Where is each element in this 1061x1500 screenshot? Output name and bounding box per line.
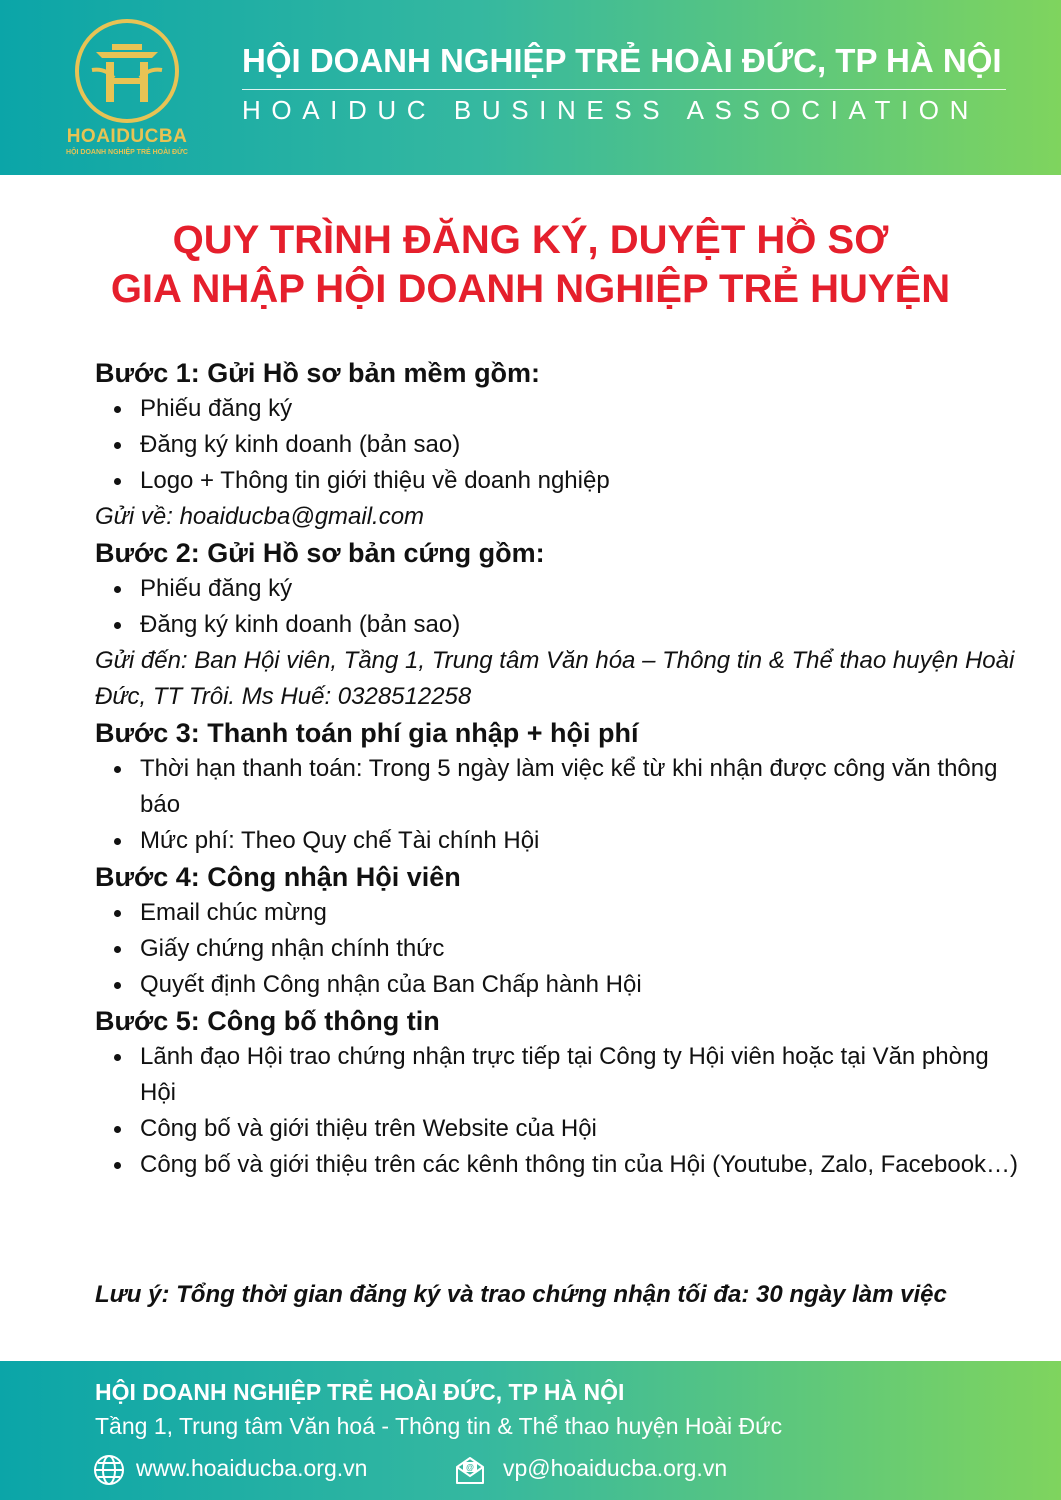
association-logo xyxy=(52,18,202,163)
list-item: Quyết định Công nhận của Ban Chấp hành Hội xyxy=(95,967,1025,1003)
list-item: Thời hạn thanh toán: Trong 5 ngày làm việc kể từ khi nhận được công văn thông báo xyxy=(95,751,1025,823)
footer-website-link[interactable]: www.hoaiducba.org.vn xyxy=(136,1455,368,1481)
header-subtitle: HOAIDUC BUSINESS ASSOCIATION xyxy=(242,95,979,125)
step-2 xyxy=(95,535,1025,715)
logo-tagline: HỘI DOANH NGHIỆP TRẺ HOÀI ĐỨC xyxy=(66,149,188,156)
page-footer xyxy=(0,1361,1061,1500)
list-item: Đăng ký kinh doanh (bản sao) xyxy=(95,607,1025,643)
step-items xyxy=(95,391,1025,499)
footer-title: HỘI DOANH NGHIỆP TRẺ HOÀI ĐỨC, TP HÀ NỘI xyxy=(95,1379,625,1405)
document-title xyxy=(0,216,1061,314)
svg-text:@: @ xyxy=(466,1463,474,1472)
list-item: Đăng ký kinh doanh (bản sao) xyxy=(95,427,1025,463)
list-item: Giấy chứng nhận chính thức xyxy=(95,931,1025,967)
list-item: Logo + Thông tin giới thiệu về doanh nghiệp xyxy=(95,463,1025,499)
step-note: Gửi đến: Ban Hội viên, Tầng 1, Trung tâm Văn hóa – Thông tin & Thể thao huyện Hoài Đức, TT Trôi. Ms Huế: 0328512258 xyxy=(95,647,1015,710)
step-items xyxy=(95,751,1025,859)
step-3 xyxy=(95,715,1025,859)
step-title: Bước 3: Thanh toán phí gia nhập + hội phí xyxy=(95,718,639,748)
header-title: HỘI DOANH NGHIỆP TRẺ HOÀI ĐỨC, TP HÀ NỘI xyxy=(242,42,1002,79)
list-item: Mức phí: Theo Quy chế Tài chính Hội xyxy=(95,823,1025,859)
step-4 xyxy=(95,859,1025,1003)
list-item: Phiếu đăng ký xyxy=(95,571,1025,607)
step-items xyxy=(95,1039,1025,1183)
step-items xyxy=(95,571,1025,643)
globe-icon xyxy=(93,1454,125,1486)
list-item: Lãnh đạo Hội trao chứng nhận trực tiếp tại Công ty Hội viên hoặc tại Văn phòng Hội xyxy=(95,1039,1025,1111)
step-1 xyxy=(95,355,1025,535)
header-divider xyxy=(242,89,1006,90)
footer-address: Tầng 1, Trung tâm Văn hoá - Thông tin & Thể thao huyện Hoài Đức xyxy=(95,1413,783,1439)
logo-emblem-icon xyxy=(74,18,180,124)
final-note: Lưu ý: Tổng thời gian đăng ký và trao chứng nhận tối đa: 30 ngày làm việc xyxy=(95,1281,947,1308)
document-title-line-1: QUY TRÌNH ĐĂNG KÝ, DUYỆT HỒ SƠ xyxy=(172,218,889,262)
logo-brand-text: HOAIDUCBA xyxy=(66,126,188,147)
list-item: Phiếu đăng ký xyxy=(95,391,1025,427)
step-items xyxy=(95,895,1025,1003)
list-item: Email chúc mừng xyxy=(95,895,1025,931)
step-title: Bước 2: Gửi Hồ sơ bản cứng gồm: xyxy=(95,538,545,568)
page-header xyxy=(0,0,1061,175)
document-title-line-2: GIA NHẬP HỘI DOANH NGHIỆP TRẺ HUYỆN xyxy=(110,267,951,311)
step-note: Gửi về: hoaiducba@gmail.com xyxy=(95,503,425,530)
step-title: Bước 5: Công bố thông tin xyxy=(95,1006,440,1036)
mail-icon xyxy=(454,1454,486,1486)
step-title: Bước 1: Gửi Hồ sơ bản mềm gồm: xyxy=(95,358,541,388)
list-item: Công bố và giới thiệu trên Website của Hội xyxy=(95,1111,1025,1147)
step-title: Bước 4: Công nhận Hội viên xyxy=(95,862,461,892)
footer-email-link[interactable]: vp@hoaiducba.org.vn xyxy=(503,1455,728,1481)
steps-content xyxy=(95,355,1025,1183)
step-5 xyxy=(95,1003,1025,1183)
list-item: Công bố và giới thiệu trên các kênh thông tin của Hội (Youtube, Zalo, Facebook…) xyxy=(95,1147,1025,1183)
